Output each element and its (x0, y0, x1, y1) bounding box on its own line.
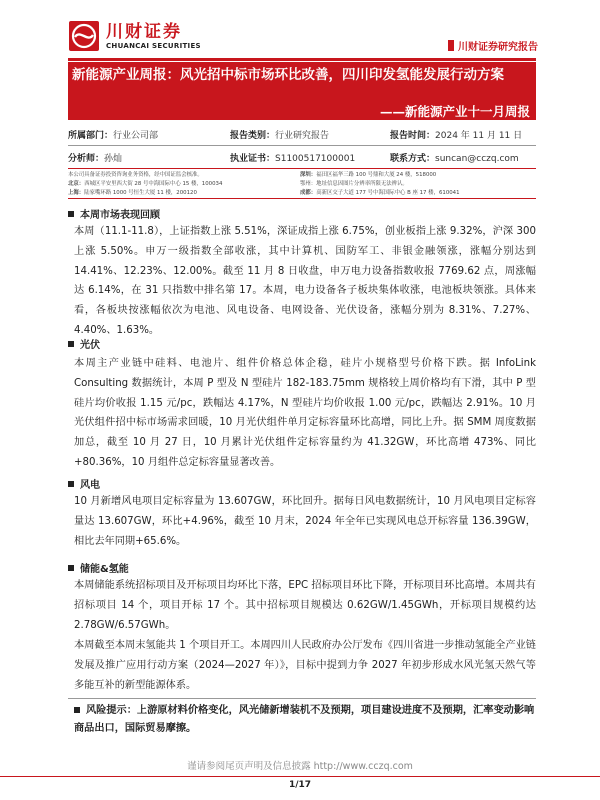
logo-en-text: CHUANCAI SECURITIES (106, 41, 201, 50)
dept-label: 所属部门： (68, 131, 114, 141)
analyst-label: 分析师： (68, 154, 105, 164)
section-heading-pv: 光伏 (68, 336, 100, 351)
time-label: 报告时间： (390, 131, 436, 141)
title-banner (68, 62, 536, 120)
report-tag (448, 38, 538, 53)
address-row-1 (68, 170, 536, 178)
paragraph-pv: 本周主产业链中硅料、电池片、组件价格总体企稳，硅片小规格型号价格下跌。据 InfoLink Consulting 数据统计，本周 P 型及 N 型硅片 182-183.75mm 规格较上周价格均有下滑，其中 P 型硅片均价收报 1.15 元/pc，跌幅达 4.17%，N 型硅片均价收报 1.00 元/pc，跌幅达 2.91%。10 月光伏组件招中标市场需求回暖，10 月光伏组件单月定标容量环比高增，同比上升。据 SMM 周度数据加总，截至 10 月 27 日，10 月累计光伏组件定标容量约为 41.32GW，环比高增 473%、同比+80.36%，10 月组件总定标容量显著改善。 (74, 358, 536, 468)
address-top-rule (68, 168, 536, 169)
paragraph-market: 本周（11.1-11.8），上证指数上涨 5.51%，深证成指上涨 6.75%，创业板指上涨 9.32%，沪深 300 上涨 5.50%。申万一级指数全部收涨，其中计算机、国防军工、非银金融领涨，涨幅分别达到 14.41%、12.23%、12.00%。截至 11 月 8 日收盘，申万电力设备指数收报 7769.62 点，周涨幅达 6.14%，在 31 只指数中排名第 17。本周，电力设备各子板块集体收涨，电池板块领涨。具体来看，各板块按涨幅依次为电池、风电设备、电网设备、光伏设备，涨幅分别为 8.31%、7.27%、4.40%、1.63%。 (74, 226, 536, 336)
section-heading-market: 本周市场表现回顾 (68, 206, 160, 221)
type-value: 行业研究报告 (275, 131, 330, 141)
cd-value: 高新区交子大道 177 号中海国际中心 B 座 17 楼，610041 (316, 190, 460, 196)
bullet-square-icon (68, 565, 74, 571)
info-divider (68, 145, 536, 146)
report-tag-text: 川财证券研究报告 (458, 42, 538, 53)
info-row-1 (68, 128, 536, 142)
page-number: 1/17 (288, 780, 312, 790)
logo-cn-text: 川财证券 (106, 21, 182, 42)
analyst-value: 孙灿 (104, 154, 123, 164)
time-value: 2024 年 11 月 11 日 (435, 131, 523, 141)
shanghai-label: 上海： (68, 190, 85, 196)
shanghai-value: 陆家嘴环路 1000 号恒生大厦 11 楼，200120 (84, 190, 197, 196)
bullet-square-icon (68, 211, 74, 217)
company-logo (68, 20, 201, 52)
tag-marker-icon (448, 40, 454, 51)
info-row-2 (68, 151, 536, 165)
report-subtitle: ——新能源产业十一月周报 (379, 104, 530, 119)
section-heading-wind: 风电 (68, 476, 100, 491)
chuancai-logo-icon (68, 20, 100, 52)
header-divider (68, 58, 536, 61)
paragraph-hydrogen: 本周截至本周末氢能共 1 个项目开工。本周四川人民政府办公厅发布《四川省进一步推动氢能全产业链发展及推广应用行动方案（2024—2027 年）》，目标中提到力争 2027 年初步形成水风光氢天然气等多能互补的新型能源体系。 (74, 640, 536, 691)
risk-top-rule (68, 698, 536, 699)
address-bottom-rule (68, 198, 536, 199)
sz-label: 深圳： (300, 172, 317, 178)
beijing-label: 北京： (68, 181, 85, 187)
beijing-value: 西城区平安里西大街 28 号中海国际中心 15 楼，100034 (84, 181, 223, 187)
paragraph-wind: 10 月新增风电项目定标容量为 13.607GW，环比回升。据每日风电数据统计，10 月风电项目定标容量达 13.607GW，环比+4.96%，截至 10 月末，2024 年全年已实现风电总开标容量 136.39GW，相比去年同期+65.6%。 (74, 496, 536, 547)
contact-label: 联系方式： (390, 154, 436, 164)
bullet-square-icon (68, 481, 74, 487)
sz-value: 福田区福华三路 100 号鼎和大厦 24 楼，518000 (316, 172, 437, 178)
cd-label: 成都： (300, 190, 317, 196)
cert-value: S1100517100001 (275, 154, 356, 164)
address-line1-right: 鄂州：地址信息因图片分辨率所限无法辨认。 (300, 181, 408, 187)
footer-divider (0, 776, 600, 777)
dept-value: 行业公司部 (113, 131, 159, 141)
cert-label: 执业证书： (230, 154, 276, 164)
address-row-3 (68, 188, 536, 196)
risk-text: 风险提示：上游原材料价格变化，风光储新增装机不及预期，项目建设进度不及预期，汇率变动影响商品出口，国际贸易摩擦。 (74, 705, 535, 734)
footer-disclaimer[interactable]: 谨请参阅尾页声明及信息披露 http://www.cczq.com (187, 761, 413, 772)
contact-value[interactable]: suncan@cczq.com (435, 154, 519, 164)
address-row-2 (68, 179, 536, 187)
paragraph-storage: 本周储能系统招标项目及开标项目均环比下落，EPC 招标项目环比下降，开标项目环比高增。本周共有招标项目 14 个，项目开标 17 个。其中招标项目规模达 0.62GW/1.45GWh，开标项目规模约达 2.78GW/6.57GWh。 (74, 580, 536, 631)
section-heading-storage-hydrogen: 储能&氢能 (68, 560, 129, 575)
bullet-square-icon (68, 341, 74, 347)
risk-warning (74, 702, 536, 738)
bullet-square-icon (74, 707, 80, 713)
address-line1-left: 本公司具备证券投资咨询业务资格，经中国证监会核准。 (68, 172, 203, 178)
type-label: 报告类别： (230, 131, 276, 141)
report-title: 新能源产业周报：风光招中标市场环比改善，四川印发氢能发展行动方案 (72, 67, 504, 83)
